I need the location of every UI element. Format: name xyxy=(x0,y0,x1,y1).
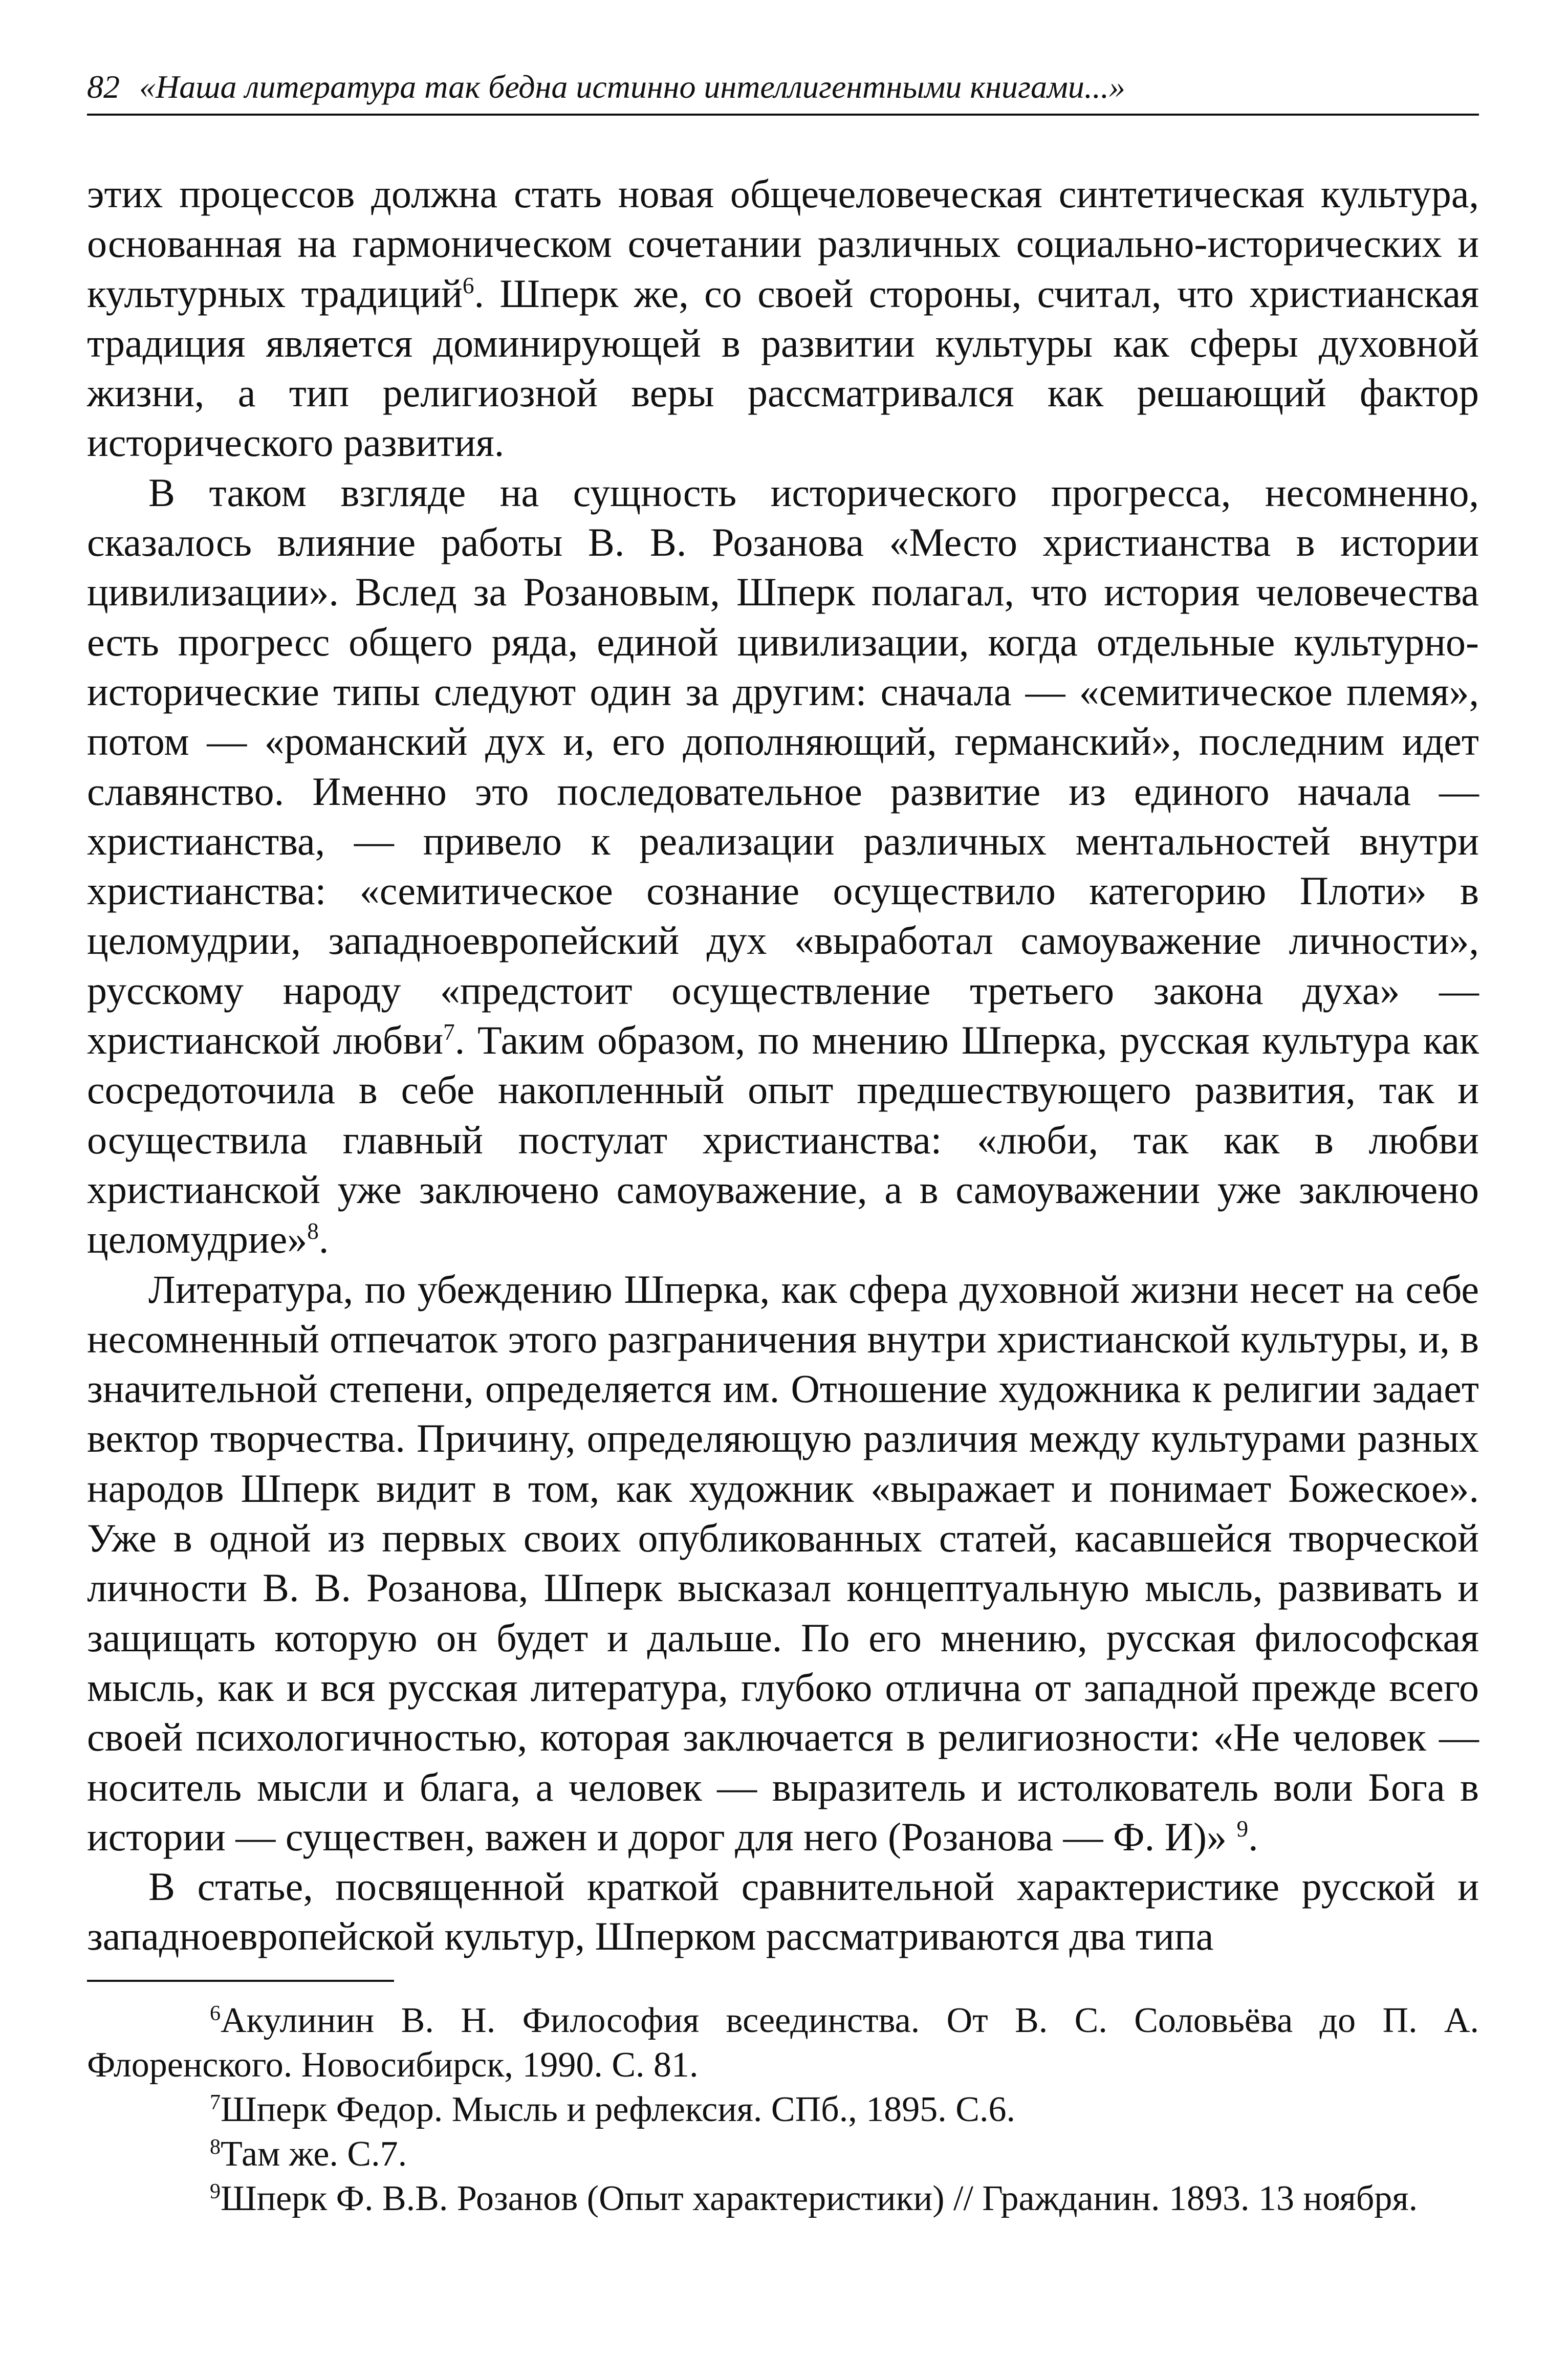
footnote-text: Шперк Федор. Мысль и рефлексия. СПб., 1895. С.6. xyxy=(221,2089,1015,2129)
paragraph xyxy=(87,1862,1479,1961)
main-text xyxy=(87,169,1479,1961)
footnote-marker[interactable]: 8 xyxy=(307,1218,319,1244)
footnote: 8Там же. С.7. xyxy=(210,2134,407,2174)
paragraph-text: . xyxy=(318,1217,329,1262)
footnote-marker[interactable]: 7 xyxy=(443,1019,455,1045)
footnote-text: Акулинин В. Н. Философия всеединства. От В. С. Соловьёва до П. А. Флоренского. Новосибирск, 1990. С. 81. xyxy=(87,2000,1479,2085)
running-header xyxy=(87,67,1479,116)
page-number: 82 xyxy=(87,69,120,105)
paragraph xyxy=(87,468,1479,1264)
running-title: «Наша литература так бедна истинно интеллигентными книгами...» xyxy=(139,69,1125,105)
paragraph-text: . xyxy=(1248,1814,1258,1859)
footnote: 6Акулинин В. Н. Философия всеединства. От В. С. Соловьёва до П. А. Флоренского. Новосибирск, 1990. С. 81. xyxy=(87,2000,1479,2085)
footnote-marker[interactable]: 9 xyxy=(1236,1816,1249,1842)
paragraph-text: В статье, посвященной краткой сравнительной характеристике русской и западноевропейской культур, Шперком рассматриваются два типа xyxy=(87,1864,1479,1959)
paragraph-text: Литература, по убеждению Шперка, как сфера духовной жизни несет на себе несомненный отпечаток этого разграничения внутри христианской культуры, и, в значительной степени, определяется им. Отношение художника к религии задает вектор творчества. Причину, определяющую различия между культурами разных народов Шперк видит в том, как художник «выражает и понимает Божеское». Уже в одной из первых своих опубликованных статей, касавшейся творческой личности В. В. Розанова, Шперк высказал концептуальную мысль, развивать и защищать которую он будет и дальше. По его мнению, русская философская мысль, как и вся русская литература, глубоко отлична от западной прежде всего своей психологичностью, которая заключается в религиозности: «Не человек — носитель мысли и блага, а человек — выразитель и истолкователь воли Бога в истории — существен, важен и дорог для него (Розанова — Ф. И)» xyxy=(87,1266,1479,1859)
paragraph-text: . Таким образом, по мнению Шперка, русская культура как сосредоточила в себе накопленный опыт предшествующего развития, так и осуществила главный постулат христианства: «люби, так как в любви христианской уже заключено самоуважение, а в самоуважении уже заключено целомудрие» xyxy=(87,1018,1479,1262)
footnote-marker[interactable]: 6 xyxy=(462,272,474,298)
paragraph-text: . Шперк же, со своей стороны, считал, что христианская традиция является доминирующей в развитии культуры как сферы духовной жизни, а тип религиозной веры рассматривался как решающий фактор исторического развития. xyxy=(87,271,1479,465)
footnote: 7Шперк Федор. Мысль и рефлексия. СПб., 1895. С.6. xyxy=(210,2089,1015,2129)
paragraph-text: этих процессов должна стать новая общечеловеческая синтетическая культура, основанная на гармоническом сочетании различных социально-исторических и культурных традиций xyxy=(87,171,1479,316)
footnote-text: Там же. С.7. xyxy=(221,2134,407,2174)
footnote-text: Шперк Ф. В.В. Розанов (Опыт характеристики) // Гражданин. 1893. 13 ноября. xyxy=(221,2178,1418,2218)
paragraph xyxy=(87,1264,1479,1862)
footnote: 9Шперк Ф. В.В. Розанов (Опыт характеристики) // Гражданин. 1893. 13 ноября. xyxy=(210,2178,1418,2218)
paragraph xyxy=(87,169,1479,468)
footnote-separator xyxy=(87,1980,394,1982)
book-page xyxy=(87,67,1479,2221)
footnotes xyxy=(87,1998,1479,2221)
paragraph-text: В таком взгляде на сущность исторического прогресса, несомненно, сказалось влияние работы В. В. Розанова «Место христианства в истории цивилизации». Вслед за Розановым, Шперк полагал, что история человечества есть прогресс общего ряда, единой цивилизации, когда отдельные культурно-исторические типы следуют один за другим: сначала — «семитическое племя», потом — «романский дух и, его дополняющий, германский», последним идет славянство. Именно это последовательное развитие из единого начала — христианства, — привело к реализации различных ментальностей внутри христианства: «семитическое сознание осуществило категорию Плоти» в целомудрии, западноевропейский дух «выработал самоуважение личности», русскому народу «предстоит осуществление третьего закона духа» — христианской любви xyxy=(87,470,1479,1063)
